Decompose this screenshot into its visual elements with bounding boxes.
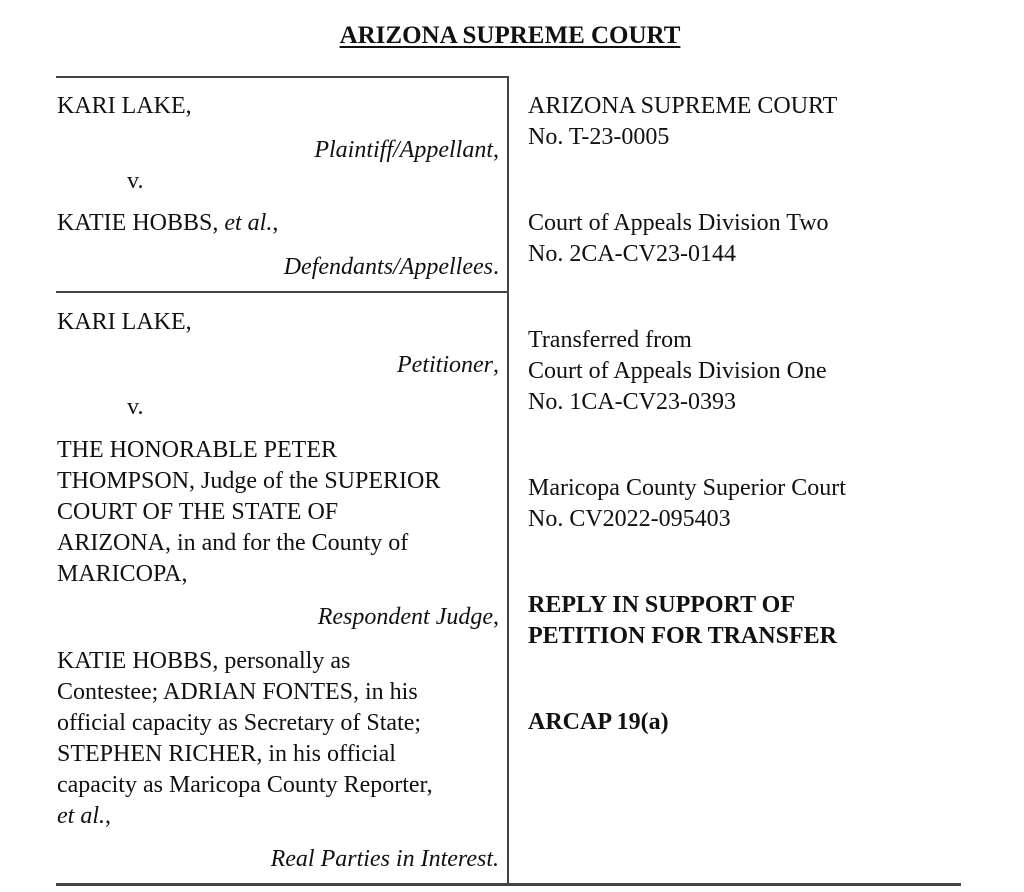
petitioner-role-punct: , bbox=[493, 352, 499, 378]
plaintiff-role-punct: , bbox=[493, 137, 499, 163]
respondent-line: THOMPSON, Judge of the SUPERIOR bbox=[57, 468, 441, 494]
real-parties-etal-punct: , bbox=[105, 803, 111, 829]
respondent-role bbox=[57, 602, 499, 633]
bottom-rule bbox=[56, 883, 961, 886]
supreme-court-number: No. T-23-0005 bbox=[528, 124, 670, 150]
respondent-line: MARICOPA, bbox=[57, 561, 188, 587]
versus: v. bbox=[127, 394, 144, 420]
real-parties-line: official capacity as Secretary of State; bbox=[57, 710, 422, 736]
real-parties-role: Real Parties in Interest. bbox=[270, 846, 499, 872]
column-divider bbox=[507, 76, 509, 886]
div-two-court: Court of Appeals Division Two bbox=[528, 210, 829, 236]
superior-court-number: No. CV2022-095403 bbox=[528, 506, 731, 532]
respondent-role-punct: , bbox=[493, 604, 499, 630]
superior-court-name: Maricopa County Superior Court bbox=[528, 475, 846, 501]
respondent-line: THE HONORABLE PETER bbox=[57, 437, 337, 463]
petitioner-role-text: Petitioner bbox=[397, 352, 493, 378]
defendant-etal-punct: , bbox=[272, 210, 279, 236]
div-one-number: No. 1CA-CV23-0393 bbox=[528, 389, 736, 415]
respondent-line: ARIZONA, in and for the County of bbox=[57, 530, 409, 556]
defendant-name bbox=[57, 208, 278, 239]
real-parties-line: capacity as Maricopa County Reporter, bbox=[57, 772, 433, 798]
plaintiff-name: KARI LAKE, bbox=[57, 93, 192, 119]
real-parties-line: Contestee; ADRIAN FONTES, in his bbox=[57, 679, 418, 705]
plaintiff-role bbox=[57, 135, 499, 166]
filing-title-line: REPLY IN SUPPORT OF bbox=[528, 592, 795, 618]
real-parties-line: KATIE HOBBS, personally as bbox=[57, 648, 351, 674]
defendant-etal: et al. bbox=[224, 210, 273, 236]
div-two-number: No. 2CA-CV23-0144 bbox=[528, 241, 736, 267]
versus: v. bbox=[127, 168, 144, 194]
defendant-role bbox=[57, 252, 499, 283]
middle-rule bbox=[56, 291, 508, 293]
respondent-line: COURT OF THE STATE OF bbox=[57, 499, 339, 525]
filing-title-line: PETITION FOR TRANSFER bbox=[528, 623, 837, 649]
real-parties-line: STEPHEN RICHER, in his official bbox=[57, 741, 396, 767]
defendant-role-punct: . bbox=[493, 254, 499, 280]
petitioner-role bbox=[57, 350, 499, 381]
transferred-from: Transferred from bbox=[528, 327, 692, 353]
defendant-role-text: Defendants/Appellees bbox=[283, 254, 493, 280]
document-title: ARIZONA SUPREME COURT bbox=[339, 22, 681, 49]
real-parties-etal-text: et al. bbox=[57, 803, 105, 829]
real-parties-etal bbox=[57, 801, 111, 832]
rule-citation: ARCAP 19(a) bbox=[528, 709, 669, 735]
div-one-court: Court of Appeals Division One bbox=[528, 358, 827, 384]
respondent-role-text: Respondent Judge bbox=[317, 604, 493, 630]
top-rule bbox=[56, 76, 508, 78]
supreme-court-name: ARIZONA SUPREME COURT bbox=[528, 93, 838, 119]
plaintiff-role-text: Plaintiff/Appellant bbox=[314, 137, 493, 163]
petitioner-name: KARI LAKE, bbox=[57, 309, 192, 335]
defendant-name-text: KATIE HOBBS, bbox=[57, 210, 225, 236]
